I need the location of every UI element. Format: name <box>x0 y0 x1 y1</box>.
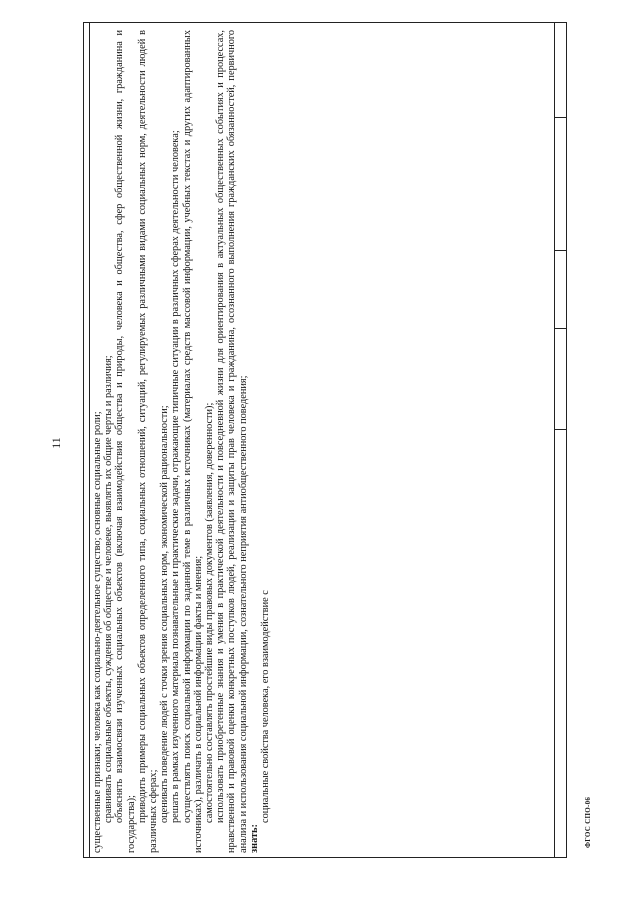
paragraph: объяснять взаимосвязи изученных социальных объектов (включая взаимодействия общества и природы, человека и общества, сфер общественной жизни, гражданина и государства); <box>114 30 137 853</box>
paragraph: приводить примеры социальных объектов определенного типа, социальных отношений, ситуаций, регулируемых различными видами социальных норм, деятельности людей в различных сферах; <box>136 30 160 853</box>
heading-text: знать: <box>248 824 260 853</box>
paragraph: сравнивать социальные объекты, суждения об обществе и человеке, выявлять их общие черты и различия; <box>103 355 115 823</box>
column-divider <box>554 23 555 857</box>
paragraph: социальные свойства человека, его взаимодействие с <box>260 590 272 823</box>
row-divider <box>554 117 566 118</box>
requirements-text-cell <box>89 24 554 859</box>
row-divider <box>554 429 566 430</box>
paragraph: существенные признаки; человека как социально-деятельное существо; основные социальные роли; <box>92 411 103 853</box>
row-divider <box>554 250 566 251</box>
table <box>83 22 567 858</box>
row-divider <box>554 328 566 329</box>
paragraph: решать в рамках изученного материала познавательные и практические задачи, отражающие типичные ситуации в различных сферах деятельности человека; <box>170 130 182 823</box>
paragraph: самостоятельно составлять простейшие виды правовых документов (заявления, доверенности); <box>204 402 216 823</box>
page-number: 11 <box>49 437 63 449</box>
paragraph-heading <box>249 30 260 853</box>
paragraph: осуществлять поиск социальной информации по заданной теме в различных источниках (материалах средств массовой информации, учебных текстах и других адаптированных источниках), различать в социальной информации факты и мнения; <box>181 30 204 853</box>
footer-label: ФГОС СПО-06 <box>584 796 592 848</box>
paragraph: использовать приобретенные знания и умения в практической деятельности и повседневной жизни для ориентирования в актуальных общественных событиях и процессах, нравственной и правовой оценки конкретных поступков людей, реализации и защиты прав человека и гражданина, осознанного выполнения гражданских обязанностей, первичного анализа и использования социальной информации, сознательного неприятия антиобщественного поведения; <box>215 30 249 853</box>
paragraph: оценивать поведение людей с точки зрения социальных норм, экономической рациональности; <box>159 405 171 823</box>
